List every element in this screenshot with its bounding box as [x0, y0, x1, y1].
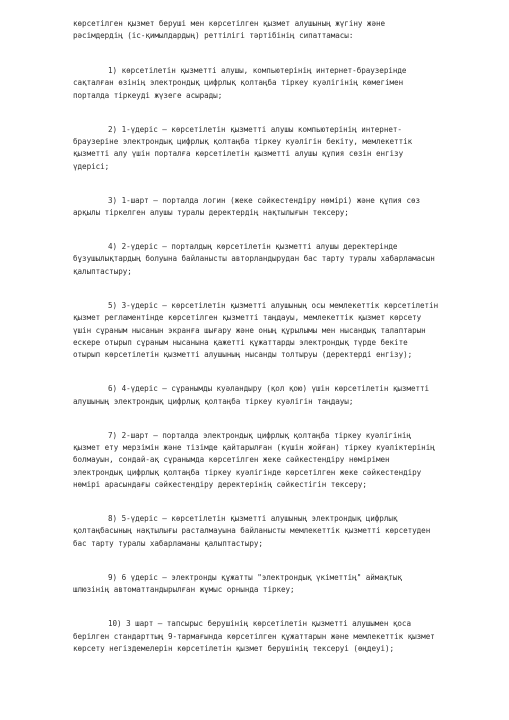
list-item-2: 2) 1-үдеріс – көрсетілетін қызметті алушы компьютерінің интернет-браузеріне электрондық цифрлық қолтаңба тіркеу куәлігін бекіту, мемлекеттік қызметті алу үшін порталға көрсетілетін қызметті алушы құпия сөзін енгізу үдерісі; — [73, 124, 417, 171]
list-item-6: 6) 4-үдеріс – сұранымды куәландыру (қол қою) үшін көрсетілетін қызметті алушының электрондық цифрлық қолтаңба тіркеу куәлігін таңдауы; — [73, 384, 434, 406]
list-item-9: 9) 6 үдеріс – электронды құжатты "электрондық үкіметтің" аймақтық шлюзінің автоматтандырылған жұмыс орнында тіркеу; — [73, 572, 407, 595]
list-item-1: 1) көрсетілетін қызметті алушы, компьютерінің интернет-браузерінде сақталған өзінің электрондық цифрлық қолтаңба тіркеу куәлігінің көмегімен порталда тіркеуді жүзеге асырады; — [73, 65, 411, 100]
list-item-8: 8) 5-үдеріс – көрсетілетін қызметті алушының электрондық цифрлық қолтаңбасының нақтылығы расталмауына байланысты мемлекеттік қызметті көрсетуден бас тарту туралы хабарламаны қалыптастыру; — [73, 514, 435, 548]
list-item-5: 5) 3-үдеріс – көрсетілетін қызметті алушының осы мемлекеттік көрсетілетін қызмет регламентінде көрсетілген қызметті таңдауы, мемлекеттік қызмет көрсету үшін сұраным нысанын экранға шығару және оның құрылымы мен нысандық талаптарын ескере отырып сұраным нысанына қажетті құжаттарды электрондық түрде бекіте отырып көрсетілетін қызметті алушының нысанды толтыруы (деректерді енгізу); — [73, 300, 443, 360]
list-item-7: 7) 2-шарт – порталда электрондық цифрлық қолтаңба тіркеу куәлігінің қызмет ету мерзімін және тізімде қайтарылған (күшін жойған) тіркеу куәліктерінің болмауын, сондай-ақ сұранымда көрсетілген жеке сәйкестендіру нөмірімен электрондық цифрлық қолтаңба тіркеу куәлігінде көрсетілген жеке сәйкестендіру нөмірі арасындағы сәйкестендіру деректерінің сәйкестігін тексеру; — [73, 430, 440, 490]
list-item-10: 10) 3 шарт – тапсырыс берушінің көрсетілетін қызметті алушымен қоса берілген стандарттың 9-тармағында көрсетілген құжаттарын және мемлекеттік қызмет көрсету негіздемелерін көрсетілетін қызмет берушінің тексеруі (өңдеуі); — [73, 619, 440, 653]
list-item-3: 3) 1-шарт – порталда логин (жеке сәйкестендіру нөмірі) және құпия сөз арқылы тіркелген алушы туралы деректердің нақтылығын тексеру; — [73, 195, 425, 218]
intro-paragraph: көрсетілген қызмет беруші мен көрсетілген қызмет алушының жүгіну және рәсімдердің (іс-қимылдардың) реттілігі тәртібінің сипаттамасы: — [73, 19, 390, 41]
list-item-4: 4) 2-үдеріс – порталдың көрсетілетін қызметті алушы деректерінде бұзушылықтардың болуына байланысты авторландырудан бас тарту туралы хабарламасын қалыптастыру; — [73, 241, 440, 276]
